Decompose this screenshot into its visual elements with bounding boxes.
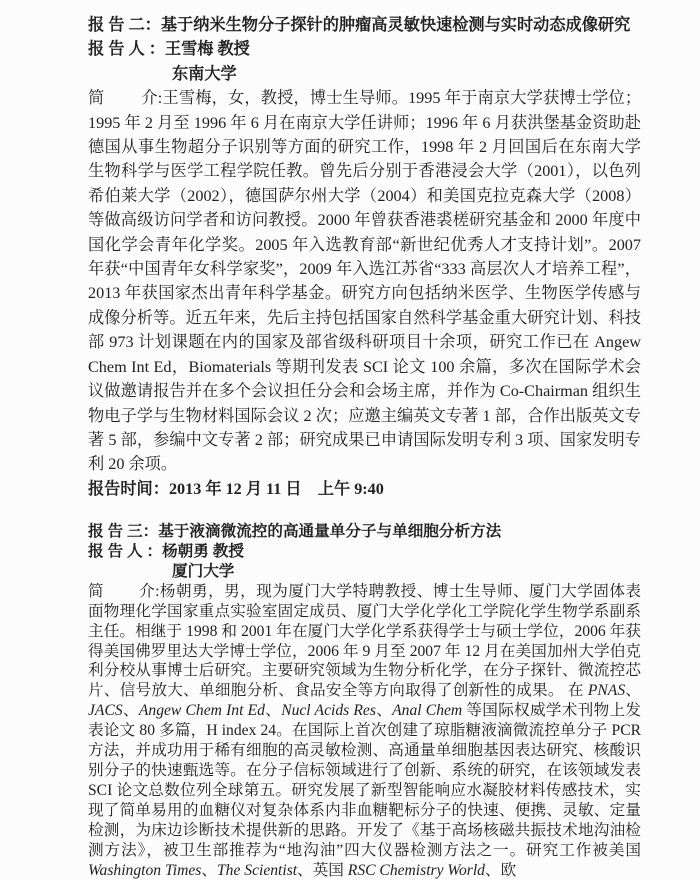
report-3-bio (88, 582, 641, 880)
report-3-affiliation: 厦门大学 (172, 562, 235, 580)
report-section-3 (88, 522, 641, 880)
report-2-time-label: 报告时间： (88, 479, 169, 498)
report-2-bio-label-jie: 介: (141, 89, 163, 108)
report-2-title (88, 13, 641, 37)
report-3-bio-label-jian: 简 (88, 582, 105, 600)
report-2-speaker-name: 王雪梅 教授 (164, 40, 250, 59)
report-2-time-value: 2013 年 12 月 11 日 上午 9:40 (168, 479, 384, 498)
report-2-bio (88, 86, 641, 477)
report-2-bio-label-jian: 简 (88, 89, 105, 108)
report-3-bio-label-jie: 介: (139, 582, 160, 600)
report-2-title-text: 基于纳米生物分子探针的肿瘤高灵敏快速检测与实时动态成像研究 (160, 16, 631, 34)
report-2-time (88, 477, 641, 501)
report-2-speaker (88, 37, 641, 61)
report-2-speaker-label: 报 告 人 ： (88, 40, 165, 59)
report-3-title-label: 报 告 三： (88, 523, 159, 541)
report-3-speaker-name: 杨朝勇 教授 (162, 543, 244, 561)
report-3-speaker-label: 报 告 人 ： (88, 543, 163, 561)
report-2-bio-text: 王雪梅，女，教授，博士生导师。1995 年于南京大学获博士学位；1995 年 2 月至 1996 年 6 月在南京大学任讲师；1996 年 6 月获洪堡基金资助赴德国从事生物超分子识别等方面的研究工作，1998 年 2 月回国后在东南大学生物科学与医学工程学院任教。曾先后分别于香港浸会大学（2001），以色列希伯莱大学（2002），德国萨尔州大学（2004）和美国克拉克森大学（2008）等做高级访问学者和访问教授。2000 年曾获香港裘槎研究基金和 2000 年度中国化学会青年化学奖。2005 年入选教育部“新世纪优秀人才支持计划”。2007 年获“中国青年女科学家奖”，2009 年入选江苏省“333 高层次人才培养工程”，2013 年获国家杰出青年科学基金。研究方向包括纳米医学、生物医学传感与成像分析等。近五年来，先后主持包括国家自然科学基金重大研究计划、科技部 973 计划课题在内的国家及部省级科研项目十余项，研究工作已在 Angew Chem Int Ed，Biomaterials 等期刊发表 SCI 论文 100 余篇，多次在国际学术会议做邀请报告并在多个会议担任分会和会场主席，并作为 Co-Chairman 组织生物电子学与生物材料国际会议 2 次；应邀主编英文专著 1 部，合作出版英文专著 5 部，参编中文专著 2 部；研究成果已申请国际发明专利 3 项、国家发明专利 20 余项。 (88, 89, 642, 474)
report-3-bio-text: 杨朝勇，男，现为厦门大学特聘教授、博士生导师、厦门大学固体表面物理化学国家重点实验室固定成员、厦门大学化学化工学院化学生物学系副系主任。相继于 1998 和 2001 年在厦门大学化学系获得学士与硕士学位，2006 年获得美国佛罗里达大学博士学位，2006 年 9 月至 2007 年 12 月在美国加州大学伯克利分校从事博士后研究。主要研究领域为生物分析化学，在分子探针、微流控芯片、信号放大、单细胞分析、食品安全等方向取得了创新性的成果。 在 PNAS、JACS、Angew Chem Int Ed、Nucl Acids Res、Anal Chem 等国际权威学术刊物上发表论文 80 多篇，H index 24。在国际上首次创建了琼脂糖液滴微流控单分子 PCR 方法，并成功用于稀有细胞的高灵敏检测、高通量单细胞基因表达研究、核酸识别分子的快速甄选等。在分子信标领域进行了创新、系统的研究，在该领域发表 SCI 论文总数位列全球第五。研究发展了新型智能响应水凝胶材料传感技术，实现了简单易用的血糖仪对复杂体系内非血糖靶标分子的快速、便携、灵敏、定量检测，为床边诊断技术提供新的思路。开发了《基于高场核磁共振技术地沟油检测方法》，被卫生部推荐为“地沟油”四大仪器检测方法之一。研究工作被美国 Washington Times、The Scientist、英国 RSC Chemistry World、欧 (88, 582, 641, 879)
document-page (88, 13, 641, 880)
report-3-speaker (88, 542, 641, 562)
report-2-affiliation: 东南大学 (172, 64, 237, 83)
report-3-title-text: 基于液滴微流控的高通量单分子与单细胞分析方法 (158, 523, 502, 541)
report-3-title (88, 522, 641, 542)
report-2-title-label: 报 告 二： (88, 16, 161, 34)
report-section-2 (88, 13, 641, 501)
